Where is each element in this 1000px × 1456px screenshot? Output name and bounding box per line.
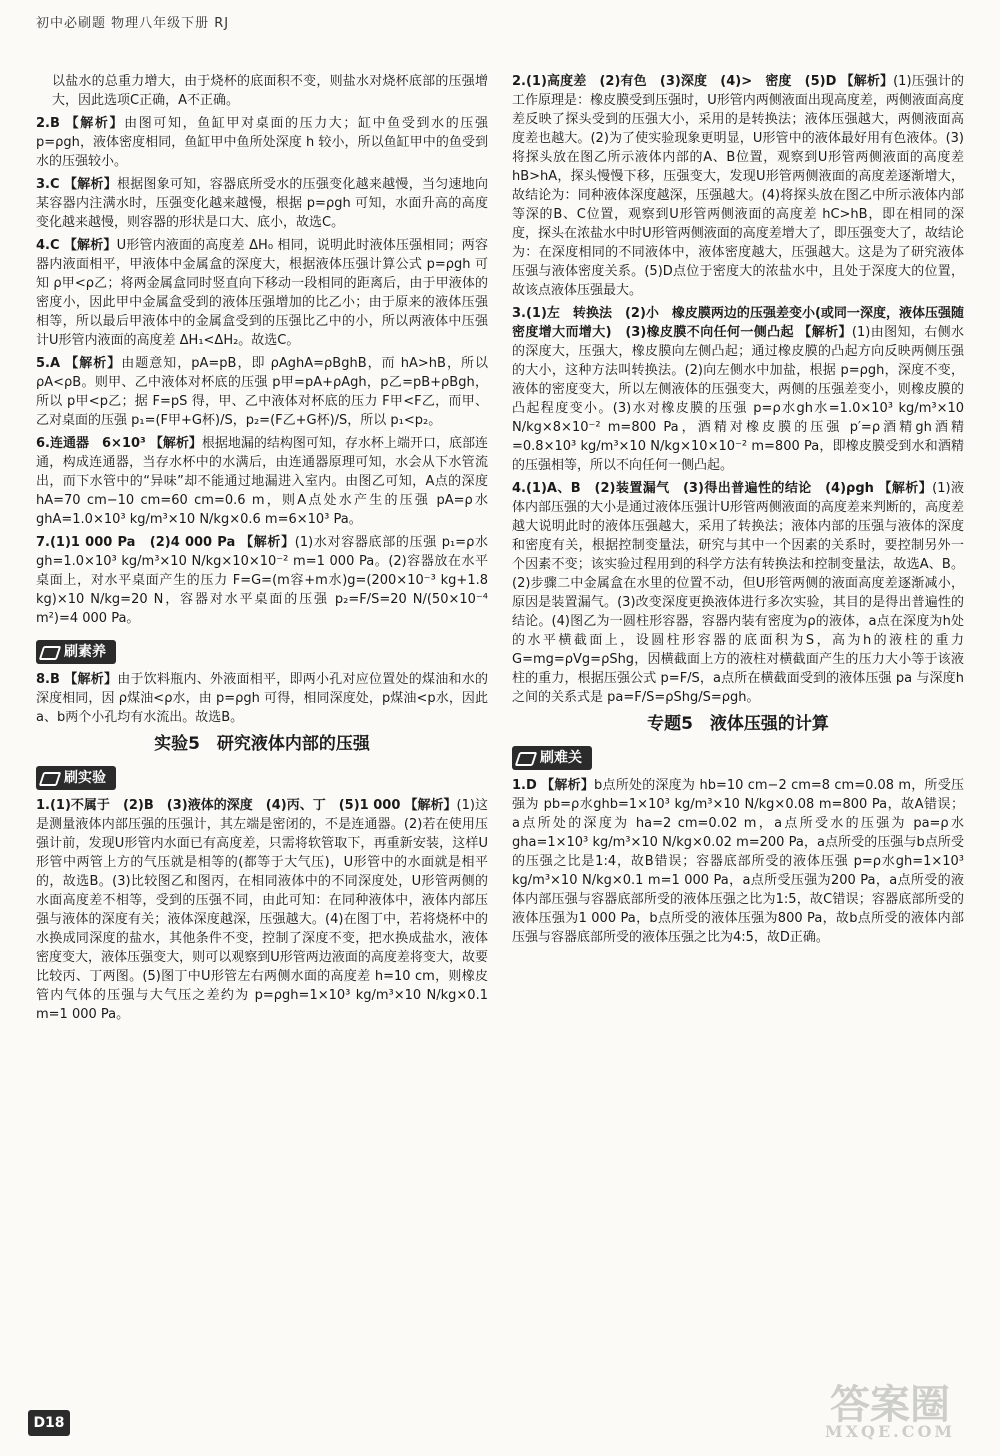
answer-item — [36, 175, 488, 232]
answer-item — [36, 434, 488, 529]
continuation-text: 以盐水的总重力增大，由于烧杯的底面积不变，则盐水对烧杯底部的压强增大，因此选项C正确，A不正确。 — [52, 74, 488, 108]
analysis-tag: 【解析】 — [65, 116, 125, 131]
left-column — [36, 72, 488, 1028]
answer-item — [512, 776, 964, 947]
item-answer: B — [49, 672, 60, 687]
analysis-tag: 【解析】 — [541, 778, 595, 793]
item-answer: D — [525, 778, 537, 793]
item-answer: C — [49, 238, 60, 253]
analysis-tag: 【解析】 — [149, 436, 202, 451]
item-number: 2. — [36, 116, 50, 131]
answer-item — [36, 796, 488, 1024]
page-header: 初中必刷题 物理八年级下册 RJ — [36, 16, 230, 31]
banner-label: 刷难关 — [540, 749, 582, 766]
item-number: 3. — [36, 177, 50, 192]
answer-item — [36, 533, 488, 628]
right-column — [512, 72, 964, 951]
analysis-tag: 【解析】 — [63, 238, 117, 253]
item-answer: B — [49, 116, 60, 131]
pencil-icon — [516, 750, 534, 766]
banner-label: 刷素养 — [64, 643, 106, 660]
answer-item — [36, 670, 488, 727]
item-answer: C — [49, 177, 60, 192]
analysis-text: 根据地漏的结构图可知，存水杯上端开口，底部连通，构成连通器，当存水杯中的水满后，由连通器原理可知，水会从下水管流出，而下水管中的“异味”却不能通过地漏进入室内。由图乙可知，A点的深度 hA=70 cm−10 cm=60 cm=0.6 m，则A点处水产生的压强 pA=ρ水ghA=1.0×10³ kg/m³×10 N/kg×0.6 m=6×10³ Pa。 — [36, 436, 488, 527]
section-banner-hard — [512, 746, 592, 770]
page-number: D18 — [28, 1410, 70, 1436]
analysis-text: (1)压强计的工作原理是：橡皮膜受到压强时，U形管内两侧液面出现高度差，两侧液面高度差反映了探头受到的压强大小，采用的是转换法；液体压强越大，两侧液面高度差也越大。(2)为了使实验现象更明显，U形管中的液体最好用有色液体。(3)将探头放在图乙所示液体内部的A、B位置，观察到U形管两侧液面的高度差 hB>hA，探头慢慢下移，压强变大，发现U形管两侧液面的高度差逐渐增大，故结论为：同种液体深度越深，压强越大。(4)将探头放在图乙中所示液体内部等深的B、C位置，观察到U形管两侧液面的高度差 hC>hB，即在相同的深度，探头在浓盐水中时U形管两侧液面的高度差增大了，即压强变大了，故结论为：在深度相同的不同液体中，液体密度越大，压强越大。这是为了研究液体压强与液体密度关系。(5)D点位于密度大的浓盐水中，且处于深度大的位置，故该点液体压强最大。 — [512, 74, 964, 298]
item-answer: A — [49, 356, 61, 371]
analysis-text: 根据图象可知，容器底所受水的压强变化越来越慢，当匀速地向某容器内注满水时，压强变化越来越慢，根据 p=ρgh 可知，水面升高的高度变化越来越慢，则容器的形状是口大、底小，故选C。 — [36, 177, 488, 230]
item-number: 4. — [36, 238, 50, 253]
analysis-text: U形管内液面的高度差 ΔH₀ 相同，说明此时液体压强相同；两容器内液面相平，甲液体中金属盒的深度大，根据液体压强计算公式 p=ρgh 可知 ρ甲<ρ乙；将两金属盒同时竖直向下移动一段相同的距离后，由于甲液体的密度小，因此甲中金属盒受到的液体压强增加的比乙小；由于原来的液体压强相等，所以最后甲液体中的金属盒受到的压强比乙中的小，所以两液体中压强计U形管内液面的高度差 ΔH₁<ΔH₂。故选C。 — [36, 238, 488, 348]
analysis-tag: 【解析】 — [65, 356, 122, 371]
answer-item — [512, 304, 964, 475]
item-answer: 连通器 6×10³ — [49, 436, 146, 451]
answer-item — [36, 114, 488, 171]
analysis-tag: 【解析】 — [240, 535, 295, 550]
answer-item — [512, 479, 964, 707]
item-number: 6. — [36, 436, 50, 451]
pencil-icon — [40, 644, 58, 660]
item-answer: (1)A、B (2)装置漏气 (3)得出普遍性的结论 (4)ρgh — [525, 481, 874, 496]
analysis-text: (1)水对容器底部的压强 p₁=ρ水gh=1.0×10³ kg/m³×10 N/kg×10×10⁻² m=1 000 Pa。(2)容器放在水平桌面上，对水平桌面产生的压力 F=G=(m容+m水)g=(200×10⁻³ kg+1.8 kg)×10 N/kg=20 N，容器对水平桌面的压强 p₂=F/S=20 N/(50×10⁻⁴ m²)=4 000 Pa。 — [36, 535, 488, 626]
pencil-icon — [40, 770, 58, 786]
analysis-text: 由于饮料瓶内、外液面相平，即两小孔对应位置处的煤油和水的深度相同，因 ρ煤油<ρ水，由 p=ρgh 可得，相同深度处，p煤油<p水，因此a、b两个小孔均有水流出。故选B。 — [36, 672, 488, 725]
analysis-text: 由题意知，pA=pB，即 ρAghA=ρBghB，而 hA>hB，所以 ρA<ρB。则甲、乙中液体对杯底的压强 p甲=pA+ρAgh，p乙=pB+ρBgh，所以 p甲<p乙；据 F=pS 得，甲、乙中液体对杯底的压力 F甲<F乙，而甲、乙对桌面的压强 p₁=(F甲+G杯)/S，p₂=(F乙+G杯)/S，所以 p₁<p₂。 — [36, 356, 488, 428]
section-banner-literacy — [36, 640, 116, 664]
item-number: 2. — [512, 74, 526, 89]
analysis-tag: 【解析】 — [64, 672, 118, 687]
analysis-text: (1)由图知，右侧水的深度大，压强大，橡皮膜向左侧凸起；通过橡皮膜的凸起方向反映两侧压强的大小，这种方法叫转换法。(2)向左侧水中加盐，根据 p=ρgh，深度不变，液体的密度变大，所以左侧液体的压强变大，两侧的压强差变小，则橡皮膜的凸起程度变小。(3)水对橡皮膜的压强 p=ρ水gh水=1.0×10³ kg/m³×10 N/kg×8×10⁻² m=800 Pa，酒精对橡皮膜的压强 p′=ρ酒精gh酒精=0.8×10³ kg/m³×10 N/kg×10×10⁻² m=800 Pa，即橡皮膜受到水和酒精的压强相等，所以不向任何一侧凸起。 — [512, 325, 964, 473]
section-banner-experiment — [36, 766, 116, 790]
item-number: 8. — [36, 672, 50, 687]
section-title-topic: 专题5 液体压强的计算 — [647, 714, 829, 734]
analysis-tag: 【解析】 — [840, 74, 894, 89]
watermark-main: 答案圈 — [830, 1381, 950, 1428]
item-number: 3. — [512, 306, 526, 321]
analysis-tag: 【解析】 — [63, 177, 117, 192]
watermark-sub: MXQE.COM — [824, 1422, 956, 1441]
item-number: 4. — [512, 481, 526, 496]
analysis-text: b点所处的深度为 hb=10 cm−2 cm=8 cm=0.08 m，所受压强为 pb=ρ水ghb=1×10³ kg/m³×10 N/kg×0.08 m=800 Pa，故A错误；a点所处的深度为 ha=2 cm=0.02 m，a点所受水的压强为 pa=ρ水gha=1×10³ kg/m³×10 N/kg×0.02 m=200 Pa，a点所受的压强与b点所受的压强之比是1:4，故B错误；容器底部所受的液体压强 p=ρ水gh=1×10³ kg/m³×10 N/kg×0.1 m=1 000 Pa，a点所受压强为200 Pa，a点所受的液体内部压强与容器底部所受的液体压强之比为1:5，故C错误；容器底部所受的液体压强为1 000 Pa，b点所受的液体压强为800 Pa，故b点所受的液体内部压强与容器底部所受的液体压强之比为4:5，故D正确。 — [512, 778, 964, 945]
answer-item — [512, 72, 964, 300]
item-answer: (1)左 转换法 (2)小 橡皮膜两边的压强差变小(或同一深度，液体压强随密度增大而增大) (3)橡皮膜不向任何一侧凸起 — [512, 306, 964, 340]
answer-item — [36, 354, 488, 430]
item-answer: (1)高度差 (2)有色 (3)深度 (4)> 密度 (5)D — [525, 74, 837, 89]
item-number: 1. — [512, 778, 526, 793]
item-number: 7. — [36, 535, 50, 550]
item-number: 5. — [36, 356, 50, 371]
banner-label: 刷实验 — [64, 769, 106, 786]
analysis-text: 由图可知，鱼缸甲对桌面的压力大；缸中鱼受到水的压强 p=ρgh，液体密度相同，鱼缸甲中鱼所处深度 h 较小，所以鱼缸甲中的鱼受到水的压强较小。 — [36, 116, 488, 169]
analysis-tag: 【解析】 — [878, 481, 933, 496]
item-answer: (1)不属于 (2)B (3)液体的深度 (4)丙、丁 (5)1 000 — [49, 798, 401, 813]
analysis-tag: 【解析】 — [798, 325, 852, 340]
analysis-text: (1)这是测量液体内部压强的压强计，其左端是密闭的，不是连通器。(2)若在使用压强计前，发现U形管内水面已有高度差，只需将软管取下，再重新安装，这样U形管中两管上方的气压就是相等的(都等于大气压)，U形管中的水面就是相平的，故选B。(3)比较图乙和图丙，在相同液体中的不同深度处，U形管两侧的水面高度差不相等，受到的压强不同，由此可知：在同种液体中，液体内部压强与液体的深度有关；液体深度越深，压强越大。(4)在图丁中，若将烧杯中的水换成同深度的盐水，其他条件不变，控制了深度不变，把水换成盐水，液体密度变大，液体压强变大，则可以观察到U形管两边液面的高度差将变大，故要比较丙、丁两图。(5)图丁中U形管左右两侧水面的高度差 h=10 cm，则橡皮管内气体的压强与大气压之差约为 p=ρgh=1×10³ kg/m³×10 N/kg×0.1 m=1 000 Pa。 — [36, 798, 488, 1022]
watermark-logo — [800, 1381, 980, 1444]
section-title-experiment: 实验5 研究液体内部的压强 — [154, 734, 370, 754]
analysis-text: (1)液体内部压强的大小是通过液体压强计U形管两侧液面的高度差来判断的，高度差越大说明此时的液体压强越大，采用了转换法；液体内部的压强与液体的深度和密度有关，根据控制变量法，研究与其中一个因素的关系时，要控制另外一个因素不变；该实验过程用到的科学方法有转换法和控制变量法，故选A、B。(2)步骤二中金属盒在水里的位置不动，但U形管两侧的液面高度差逐渐减小，原因是装置漏气。(3)改变深度更换液体进行多次实验，其目的是得出普遍性的结论。(4)图乙为一圆柱形容器，容器内装有密度为ρ的液体，a点在深度为h处的水平横截面上，设圆柱形容器的底面积为S，高为h的液柱的重力 G=mg=ρVg=ρShg，因横截面上方的液柱对横截面产生的压力大小等于该液柱的重力，根据压强公式 p=F/S，a点所在横截面受到的液体压强 pa 与深度h之间的关系式是 pa=F/S=ρShg/S=ρgh。 — [512, 481, 964, 705]
item-answer: (1)1 000 Pa (2)4 000 Pa — [49, 535, 236, 550]
analysis-tag: 【解析】 — [404, 798, 457, 813]
answer-item — [36, 236, 488, 350]
item-number: 1. — [36, 798, 50, 813]
